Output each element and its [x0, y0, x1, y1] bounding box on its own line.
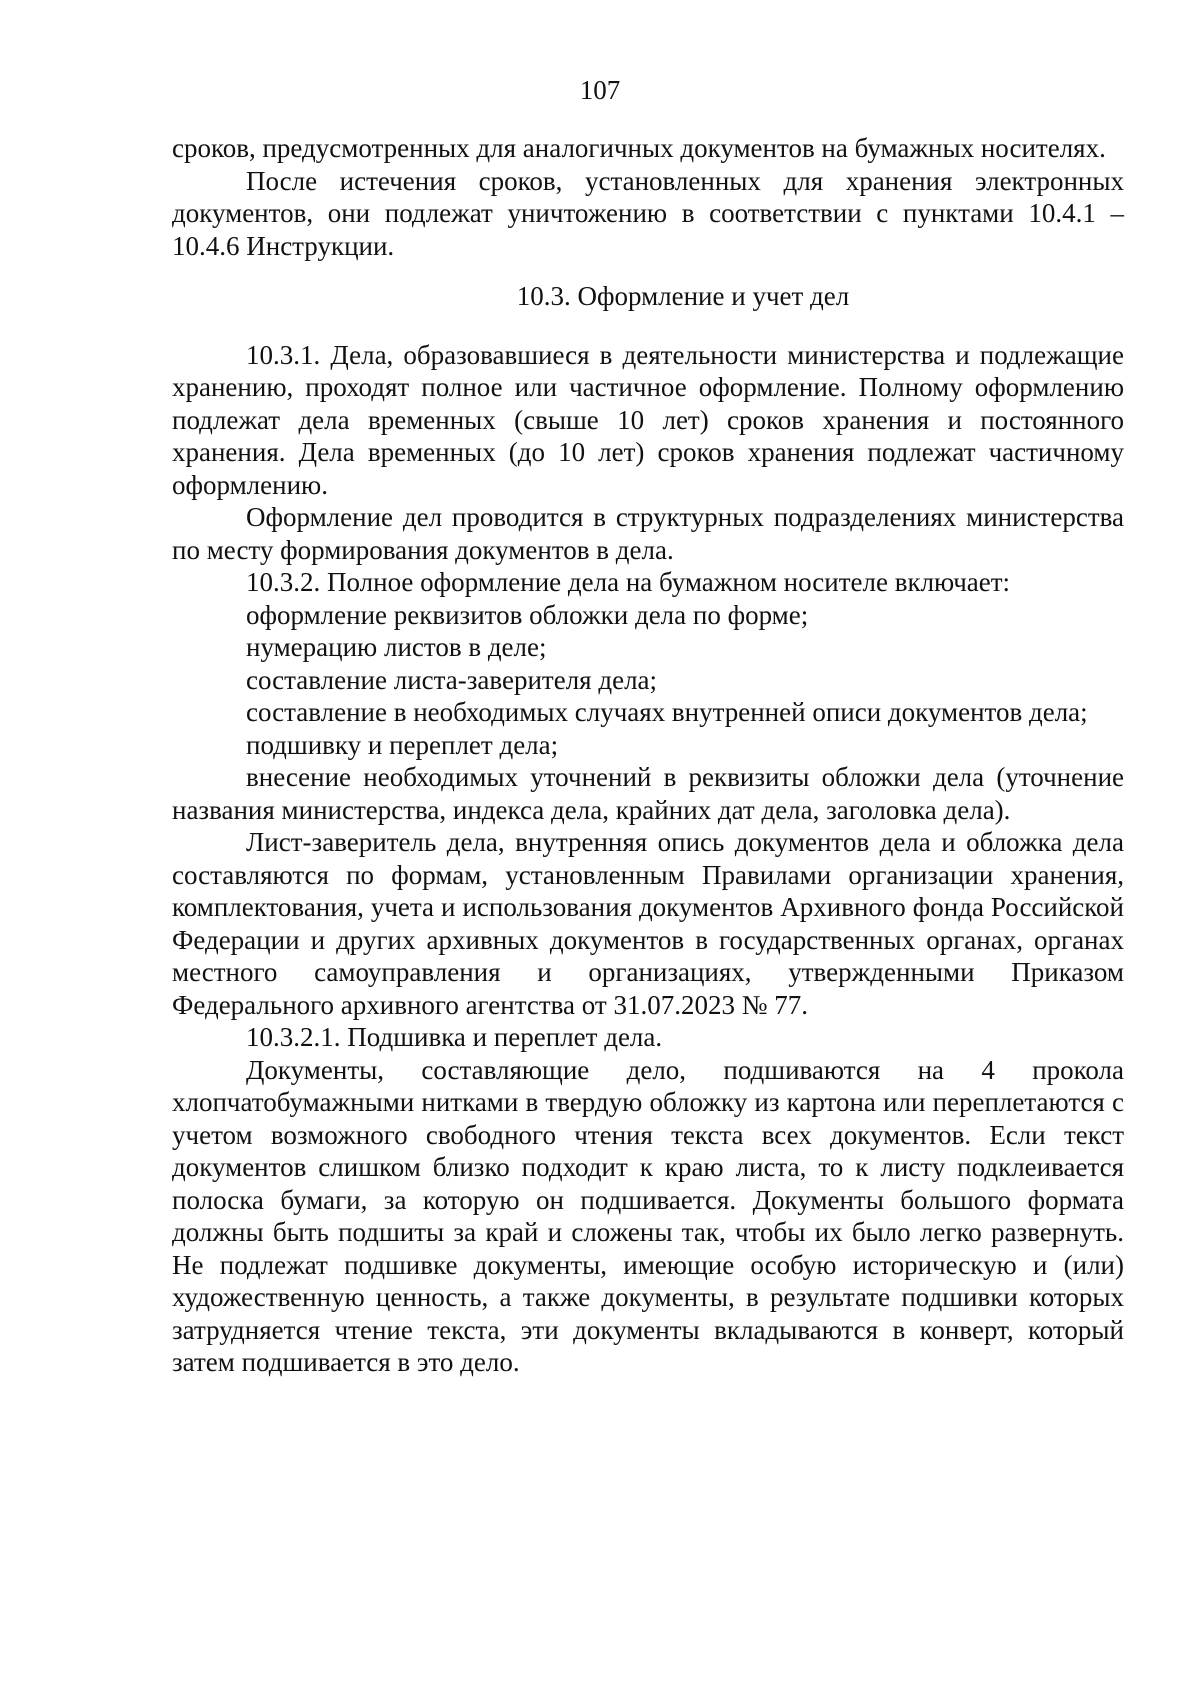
paragraph-continuation: сроков, предусмотренных для аналогичных документов на бумажных носителях. — [172, 133, 1106, 163]
list-item-certification-sheet: составление листа-заверителя дела; — [246, 664, 658, 695]
list-item-cover-details: оформление реквизитов обложки дела по форме; — [246, 599, 809, 630]
paragraph-registration-place: Оформление дел проводится в структурных подразделениях министерства по месту формирования документов в дела. — [172, 502, 1124, 565]
paragraph-10-3-1: 10.3.1. Дела, образовавшиеся в деятельности министерства и подлежащие хранению, проходят полное или частичное оформление. Полному оформлению подлежат дела временных (свыше 10 лет) сроков хранения и постоянного хранения. Дела временных (до 10 лет) сроков хранения подлежат частичному оформлению. — [172, 339, 1124, 500]
paragraph-10-3-2-1: 10.3.2.1. Подшивка и переплет дела. — [246, 1022, 663, 1052]
document-body — [172, 132, 1124, 1379]
list-item-cover-corrections: внесение необходимых уточнений в реквизиты обложки дела (уточнение названия министерства, индекса дела, крайних дат дела, заголовка дела). — [172, 762, 1124, 825]
list-item-binding: подшивку и переплет дела; — [246, 729, 559, 760]
paragraph-binding-rules: Документы, составляющие дело, подшиваются на 4 прокола хлопчатобумажными нитками в твердую обложку из картона или переплетаются с учетом возможного свободного чтения текста всех документов. Если текст документов слишком близко подходит к краю листа, то к листу подклеивается полоска бумаги, за которую он подшивается. Документы большого формата должны быть подшиты за край и сложены так, чтобы их было легко развернуть. Не подлежат подшивке документы, имеющие особую историческую и (или) художественную ценность, а также документы, в результате подшивки которых затрудняется чтение текста, эти документы вкладываются в конверт, который затем подшивается в это дело. — [172, 1054, 1124, 1377]
paragraph-10-3-2: 10.3.2. Полное оформление дела на бумажном носителе включает: — [246, 567, 1011, 597]
list-item-sheet-numbering: нумерацию листов в деле; — [246, 632, 547, 662]
paragraph-destruction-note: После истечения сроков, установленных для хранения электронных документов, они подлежат уничтожению в соответствии с пунктами 10.4.1 – 10.4.6 Инструкции. — [172, 165, 1124, 261]
section-heading: 10.3. Оформление и учет дел — [516, 281, 850, 311]
list-item-internal-inventory: составление в необходимых случаях внутренней описи документов дела; — [246, 697, 1088, 727]
page-number: 107 — [579, 75, 621, 105]
paragraph-forms: Лист-заверитель дела, внутренняя опись документов дела и обложка дела составляются по формам, установленным Правилами организации хранения, комплектования, учета и использования документов Архивного фонда Российской Федерации и других архивных документов в государственных органах, органах местного самоуправления и организациях, утвержденными Приказом Федерального архивного агентства от 31.07.2023 № 77. — [172, 827, 1124, 1020]
